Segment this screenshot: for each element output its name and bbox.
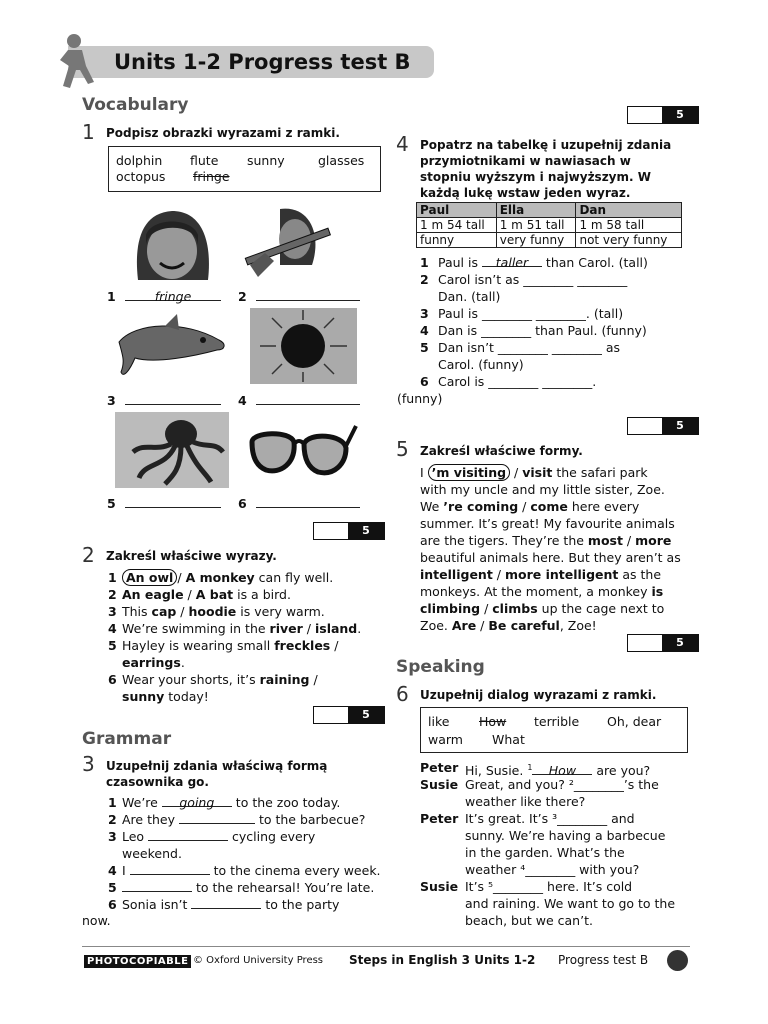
item-text: to the rehearsal! You’re late. xyxy=(192,880,375,895)
circled-option[interactable]: ’m visiting xyxy=(428,464,510,481)
list-item xyxy=(420,254,695,271)
exercise-number: 2 xyxy=(82,543,95,567)
girl-fringe-picture xyxy=(130,205,215,285)
item-text: Are they xyxy=(122,812,179,827)
dialog-text: are you? xyxy=(592,763,651,779)
passage-line xyxy=(420,532,695,549)
option[interactable]: ’re coming xyxy=(443,499,519,514)
list-item xyxy=(108,569,388,586)
separator: / xyxy=(518,499,531,514)
circled-option[interactable]: An owl xyxy=(122,569,177,586)
dolphin-picture xyxy=(115,312,230,384)
passage-line xyxy=(420,600,695,617)
table-cell: not very funny xyxy=(576,233,682,248)
passage-line xyxy=(420,583,695,600)
exercise-number: 5 xyxy=(396,437,409,461)
list-item xyxy=(108,637,388,654)
list-item-cont xyxy=(420,356,695,373)
item-text: to the party xyxy=(261,897,340,912)
score-box xyxy=(313,522,385,540)
running-figure-icon xyxy=(50,32,104,92)
score-box xyxy=(627,417,699,435)
item-number: 4 xyxy=(108,621,117,636)
passage-line: with my uncle and my little sister, Zoe. xyxy=(420,482,665,497)
word: octopus xyxy=(116,169,166,184)
answer-blank[interactable] xyxy=(130,862,210,875)
table-cell: 1 m 51 tall xyxy=(496,218,576,233)
exercise-instruction: Uzupełnij dialog wyrazami z ramki. xyxy=(420,688,657,702)
instruction-line: czasownika go. xyxy=(106,775,209,789)
instruction-line: stopniu wyższym i najwyższym. W xyxy=(420,170,651,184)
item-number: 6 xyxy=(108,672,117,687)
passage-text: monkeys. At the moment, a monkey xyxy=(420,584,652,599)
option[interactable]: An eagle xyxy=(122,587,184,602)
passage-line: summer. It’s great! My favourite animals xyxy=(420,516,675,531)
item-text[interactable]: Dan isn’t ________ ________ as xyxy=(437,340,621,355)
item-text: to the cinema every week. xyxy=(209,863,381,878)
exercise-instruction xyxy=(420,137,671,201)
dialog-text: sunny. We’re having a barbecue xyxy=(465,828,666,843)
score-box xyxy=(313,706,385,724)
instruction-line: Popatrz na tabelkę i uzupełnij zdania xyxy=(420,138,672,152)
item-number: 6 xyxy=(108,897,117,912)
list-item xyxy=(108,896,393,913)
option[interactable]: Be careful xyxy=(488,618,560,633)
dialog-line xyxy=(420,810,700,827)
instruction-line: Uzupełnij zdania właściwą formą xyxy=(106,759,328,773)
item-number: 4 xyxy=(420,323,429,338)
answer-line-2 xyxy=(238,288,360,305)
exercise-instruction: Zakreśl właściwe wyrazy. xyxy=(106,549,277,563)
item-text: is very warm. xyxy=(236,604,325,619)
option[interactable]: is xyxy=(651,584,664,599)
item-number: 2 xyxy=(420,272,429,287)
passage-text: Zoe. xyxy=(420,618,452,633)
table-cell: 1 m 54 tall xyxy=(417,218,497,233)
flute-player-picture xyxy=(240,205,335,283)
ex2-items xyxy=(108,569,388,705)
item-text[interactable]: Carol isn’t as ________ ________ xyxy=(437,272,628,287)
ex4-items xyxy=(420,254,695,390)
dialog-line xyxy=(420,827,700,844)
dialog-text: beach, but we can’t. xyxy=(465,913,593,928)
item-number: 1 xyxy=(108,795,117,810)
speaker: Susie xyxy=(420,879,459,894)
option[interactable]: A bat xyxy=(195,587,234,602)
list-item xyxy=(108,603,388,620)
dialog-line xyxy=(420,878,700,895)
table-cell: 1 m 58 tall xyxy=(576,218,682,233)
passage-line xyxy=(420,617,695,634)
option[interactable]: island xyxy=(314,621,358,636)
exercise-number: 6 xyxy=(396,682,409,706)
section-heading-grammar: Grammar xyxy=(82,729,172,749)
item-number: 3 xyxy=(108,604,117,619)
dialog-line xyxy=(420,895,700,912)
dialog-line xyxy=(420,776,700,793)
separator: / xyxy=(492,567,505,582)
item-number: 1 xyxy=(420,255,429,270)
item-text: to the barbecue? xyxy=(254,812,366,827)
separator: / xyxy=(476,618,489,633)
passage-text: are the tigers. They’re the xyxy=(420,533,588,548)
word: terrible xyxy=(534,714,580,729)
item-text: This xyxy=(122,604,152,619)
separator: / xyxy=(330,638,339,653)
answer-line-1 xyxy=(107,288,221,305)
exercise-number: 3 xyxy=(82,752,95,776)
item-text: We’re swimming in the xyxy=(122,621,270,636)
list-item xyxy=(108,671,388,688)
list-item xyxy=(108,862,393,879)
score-box xyxy=(627,634,699,652)
list-item-cont xyxy=(420,288,695,305)
list-item-cont xyxy=(108,845,393,862)
score-max: 5 xyxy=(662,107,698,123)
octopus-picture xyxy=(115,412,229,488)
option[interactable]: earrings xyxy=(122,655,181,670)
option[interactable]: sunny xyxy=(122,689,165,704)
word-crossed: How xyxy=(479,714,507,729)
item-number: 4 xyxy=(108,863,117,878)
table-header-row xyxy=(417,203,682,218)
list-item xyxy=(420,322,695,339)
item-number: 2 xyxy=(108,587,117,602)
list-item xyxy=(108,879,393,896)
glasses-picture xyxy=(248,420,358,486)
table-header: Ella xyxy=(496,203,576,218)
option[interactable]: more intelligent xyxy=(504,567,619,582)
answer-going: going xyxy=(162,794,232,807)
exercise-number: 1 xyxy=(82,120,95,144)
passage-line xyxy=(420,498,695,515)
word: warm xyxy=(428,732,463,747)
dialog-line: Peter Hi, Susie. $^1$ How are you? xyxy=(420,760,651,779)
photocopiable-badge: PHOTOCOPIABLE xyxy=(84,955,191,968)
dialog-line xyxy=(420,861,700,878)
item-text: . xyxy=(180,655,185,670)
item-number: 1 xyxy=(107,289,116,304)
word-box xyxy=(108,146,381,192)
item-number: 6 xyxy=(420,374,429,389)
score-box xyxy=(627,106,699,124)
answer-how: How xyxy=(532,762,592,775)
item-text: can fly well. xyxy=(254,570,334,585)
item-number: 5 xyxy=(108,638,117,653)
test-name: Progress test B xyxy=(558,953,649,967)
answer-blank[interactable] xyxy=(179,811,255,824)
dialog-text: Hi, Susie. xyxy=(465,763,528,779)
list-item xyxy=(108,828,393,845)
separator: / xyxy=(302,621,315,636)
option[interactable]: freckles xyxy=(274,638,331,653)
answer-blank[interactable] xyxy=(125,495,221,508)
answer-line-5 xyxy=(107,495,221,512)
dialog-line xyxy=(420,912,700,929)
list-item xyxy=(108,620,388,637)
dialog xyxy=(420,759,700,929)
option[interactable]: come xyxy=(530,499,568,514)
separator: / xyxy=(309,672,318,687)
instruction-line: przymiotnikami w nawiasach w xyxy=(420,154,631,168)
separator: / xyxy=(622,533,636,548)
answer-blank[interactable] xyxy=(191,896,261,909)
section-heading-vocabulary: Vocabulary xyxy=(82,95,189,115)
item-text: Paul is xyxy=(437,255,482,270)
option[interactable]: climbing xyxy=(420,601,481,616)
item-number: 2 xyxy=(108,812,117,827)
item-text: to the zoo today. xyxy=(231,795,341,810)
list-item xyxy=(420,271,695,288)
item-text: cycling every xyxy=(228,829,316,844)
dialog-text[interactable]: It’s great. It’s ³________ and xyxy=(465,811,635,826)
separator: / xyxy=(176,604,189,619)
item-text: I xyxy=(122,863,130,878)
dialog-text[interactable]: weather ⁴________ with you? xyxy=(465,862,640,877)
option[interactable]: intelligent xyxy=(420,567,493,582)
word: dolphin xyxy=(116,153,163,168)
section-heading-speaking: Speaking xyxy=(396,657,485,677)
passage-text: here every xyxy=(567,499,640,514)
item-text[interactable]: Dan is ________ than Paul. (funny) xyxy=(437,323,647,338)
dialog-text[interactable]: Great, and you? ²________’s the xyxy=(465,777,659,792)
item-text: is a bird. xyxy=(233,587,291,602)
item-number: 5 xyxy=(108,880,117,895)
ex3-items xyxy=(108,794,393,913)
item-number: 5 xyxy=(420,340,429,355)
passage-line: beautiful animals here. But they aren’t as xyxy=(420,550,681,565)
passage-text: , Zoe! xyxy=(559,618,597,633)
item-text[interactable]: Paul is ________ ________. (tall) xyxy=(437,306,624,321)
passage-text: We xyxy=(420,499,444,514)
dialog-line xyxy=(420,844,700,861)
comparison-table xyxy=(416,202,682,248)
footer-rule xyxy=(82,946,690,947)
answer-blank[interactable] xyxy=(256,288,360,301)
answer-line-3 xyxy=(107,392,221,409)
word-crossed: fringe xyxy=(193,169,230,184)
item-number: 3 xyxy=(107,393,116,408)
answer-line-6 xyxy=(238,495,360,512)
passage-line xyxy=(420,566,695,583)
score-max: 5 xyxy=(662,635,698,651)
item-text: than Carol. (tall) xyxy=(541,255,648,270)
item-number: 6 xyxy=(238,496,247,511)
dialog-text: weather like there? xyxy=(465,794,586,809)
item-text: We’re xyxy=(122,795,162,810)
word: like xyxy=(428,714,450,729)
answer-line-4 xyxy=(238,392,360,409)
instruction-line: każdą lukę wstaw jeden wyraz. xyxy=(420,186,631,200)
item-text: Hayley is wearing small xyxy=(122,638,275,653)
word: Oh, dear xyxy=(607,714,662,729)
item-number: 1 xyxy=(108,570,117,585)
answer-blank[interactable] xyxy=(256,392,360,405)
option[interactable]: A monkey xyxy=(185,570,255,585)
passage-text: the safari park xyxy=(552,465,648,480)
list-item xyxy=(108,586,388,603)
list-item xyxy=(108,794,393,811)
option[interactable]: hoodie xyxy=(188,604,237,619)
list-item xyxy=(420,305,695,322)
list-item xyxy=(420,373,695,390)
table-cell: funny xyxy=(417,233,497,248)
score-max: 5 xyxy=(662,418,698,434)
exercise-instruction: Podpisz obrazki wyrazami z ramki. xyxy=(106,126,340,140)
item-number: 3 xyxy=(420,306,429,321)
passage-text: I xyxy=(420,465,428,480)
passage-text: up the cage next to xyxy=(537,601,665,616)
word: sunny xyxy=(247,153,285,168)
word-box xyxy=(420,707,688,753)
separator: / xyxy=(183,587,196,602)
item-text[interactable]: Carol is ________ ________. xyxy=(437,374,597,389)
option[interactable]: Are xyxy=(451,618,477,633)
answer-blank[interactable] xyxy=(122,879,192,892)
speaker: Peter xyxy=(420,811,459,826)
separator: / xyxy=(510,465,523,480)
item-text: today! xyxy=(164,689,209,704)
table-cell: very funny xyxy=(496,233,576,248)
option[interactable]: most xyxy=(587,533,623,548)
passage-text: as the xyxy=(618,567,662,582)
answer-blank[interactable] xyxy=(148,828,228,841)
item-text: Leo xyxy=(122,829,149,844)
answer-blank[interactable] xyxy=(256,495,360,508)
word: flute xyxy=(190,153,219,168)
separator: / xyxy=(480,601,493,616)
separator: / xyxy=(177,570,182,585)
item-text: Dan. (tall) xyxy=(437,289,501,304)
item-text: weekend. xyxy=(122,846,182,861)
exercise-number: 4 xyxy=(396,132,409,156)
score-max: 5 xyxy=(348,707,384,723)
dialog-text[interactable]: It’s ⁵________ here. It’s cold xyxy=(465,879,633,894)
publisher: © Oxford University Press xyxy=(193,955,324,966)
item-number: 4 xyxy=(238,393,247,408)
table-header: Dan xyxy=(576,203,682,218)
list-item-cont xyxy=(108,688,388,705)
item-text: now. xyxy=(82,913,111,928)
sun-picture xyxy=(250,308,357,384)
answer-blank[interactable] xyxy=(125,392,221,405)
word: glasses xyxy=(318,153,365,168)
score-max: 5 xyxy=(348,523,384,539)
option[interactable]: more xyxy=(635,533,672,548)
option[interactable]: cap xyxy=(151,604,177,619)
option[interactable]: river xyxy=(269,621,303,636)
dialog-text: and raining. We want to go to the xyxy=(465,896,676,911)
option[interactable]: visit xyxy=(522,465,553,480)
dialog-text: in the garden. What’s the xyxy=(465,845,625,860)
passage-line xyxy=(420,464,695,481)
item-number: 2 xyxy=(238,289,247,304)
exercise-instruction: Zakreśl właściwe formy. xyxy=(420,444,583,458)
speaker: Peter xyxy=(420,760,459,775)
list-item-cont xyxy=(108,654,388,671)
exercise-instruction xyxy=(106,758,327,790)
ex5-passage xyxy=(420,464,695,634)
option[interactable]: climbs xyxy=(492,601,538,616)
item-text: Carol. (funny) xyxy=(437,357,524,372)
answer-taller: taller xyxy=(482,254,542,267)
item-text: (funny) xyxy=(397,391,443,406)
word: What xyxy=(492,732,525,747)
item-number: 5 xyxy=(107,496,116,511)
item-number: 3 xyxy=(108,829,117,844)
list-item xyxy=(420,339,695,356)
page-dot xyxy=(667,950,688,971)
table-row xyxy=(417,218,682,233)
item-text: Sonia isn’t xyxy=(122,897,192,912)
book-title: Steps in English 3 Units 1-2 xyxy=(349,953,536,967)
answer-fringe: fringe xyxy=(125,288,221,301)
speaker: Susie xyxy=(420,777,459,792)
option[interactable]: raining xyxy=(259,672,310,687)
list-item xyxy=(108,811,393,828)
item-text: . xyxy=(357,621,362,636)
table-row xyxy=(417,233,682,248)
dialog-line xyxy=(420,793,700,810)
page-title: Units 1-2 Progress test B xyxy=(114,50,411,74)
item-text: Wear your shorts, it’s xyxy=(122,672,260,687)
table-header: Paul xyxy=(417,203,497,218)
